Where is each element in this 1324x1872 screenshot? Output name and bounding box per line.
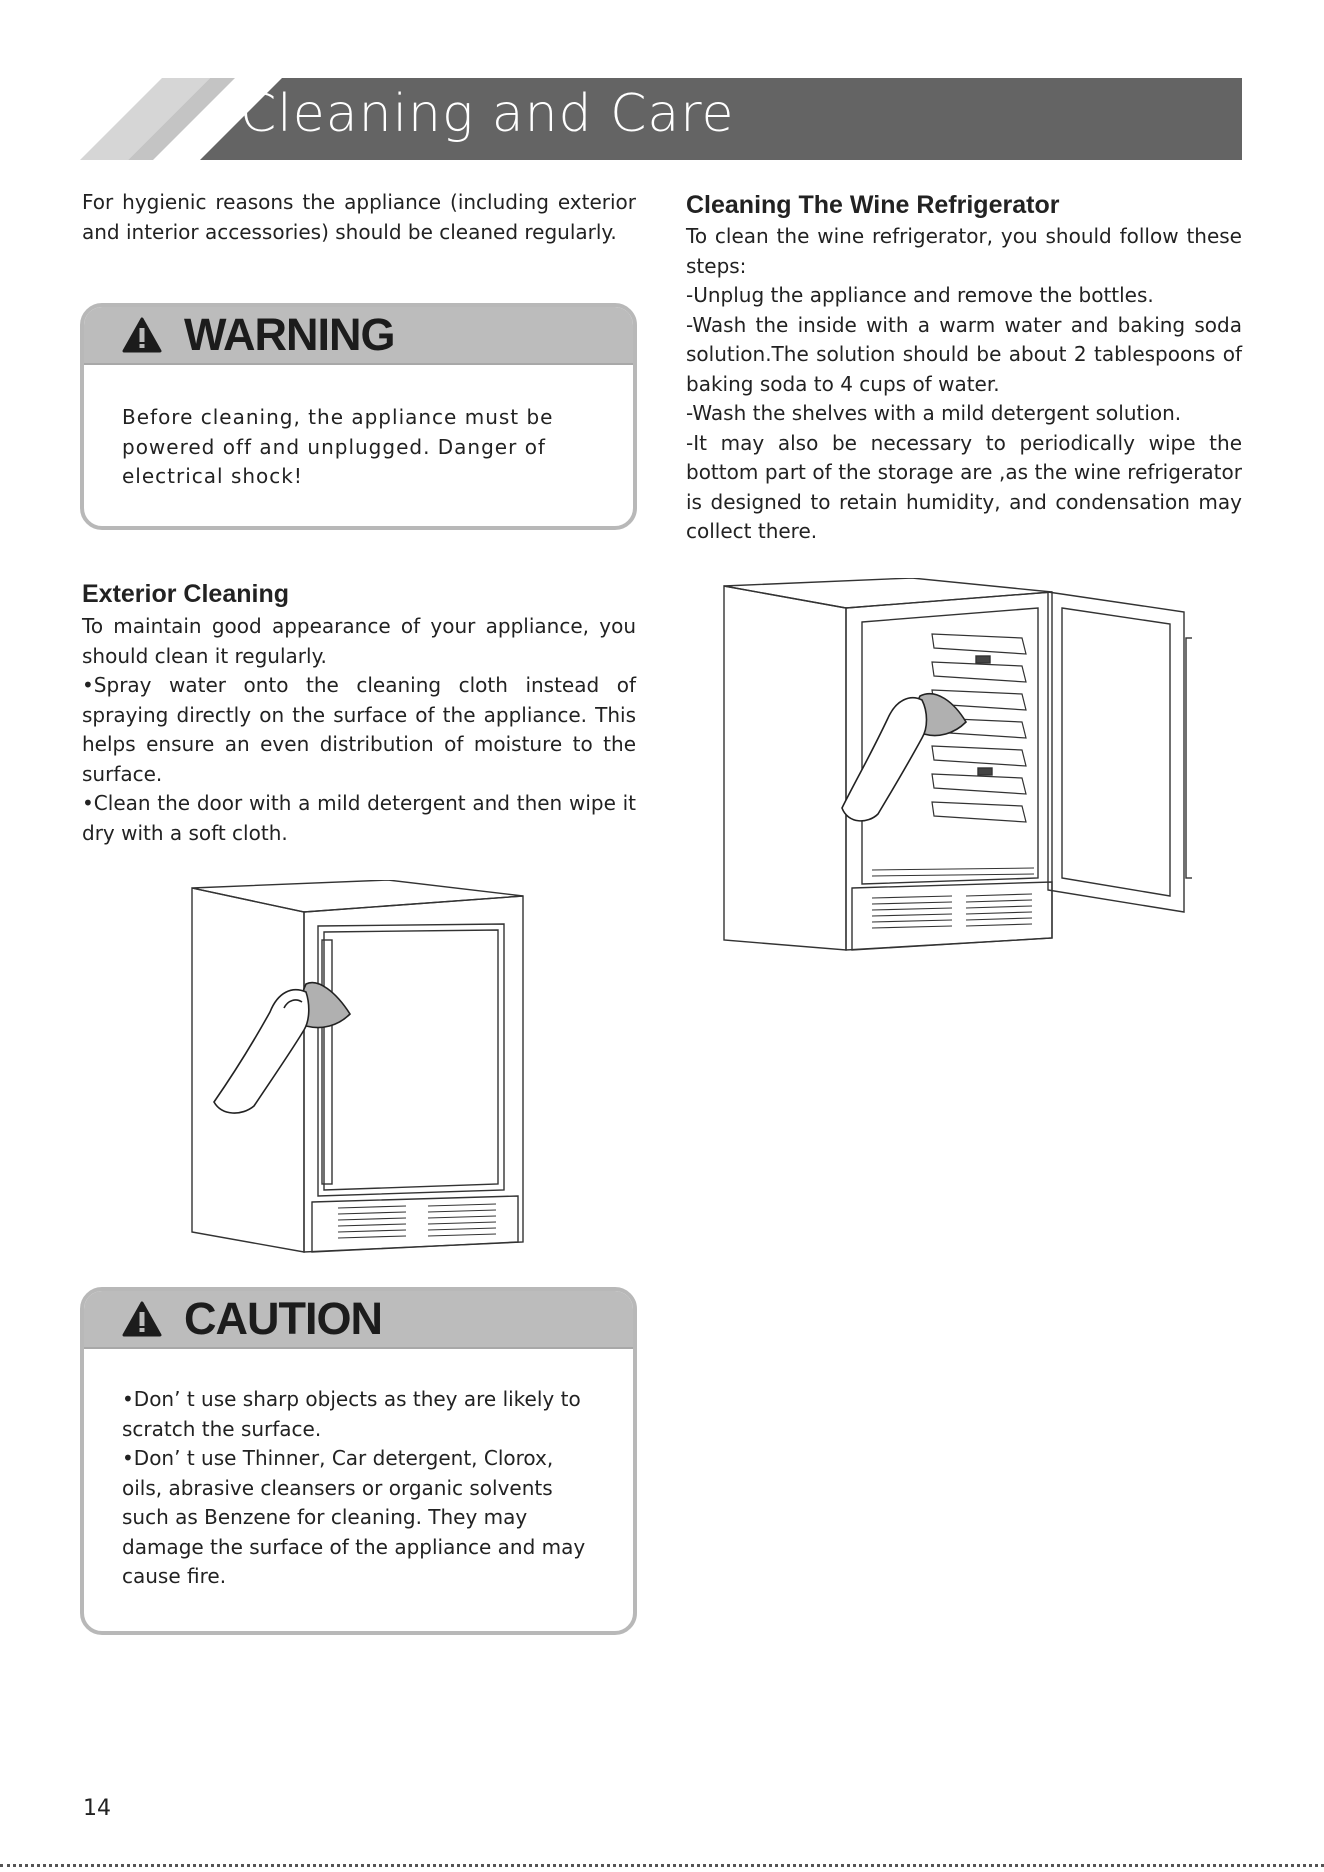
intro-text: For hygienic reasons the appliance (including exterior and interior accessories) should be cleaned regularly. (82, 190, 636, 244)
caution-box (80, 1287, 637, 1635)
caution-line: •Don’ t use sharp objects as they are likely to scratch the surface. (122, 1387, 581, 1441)
wine-paragraph (686, 222, 1242, 547)
caution-header (84, 1291, 633, 1349)
exterior-heading: Exterior Cleaning (82, 580, 289, 608)
exterior-line: •Clean the door with a mild detergent and then wipe it dry with a soft cloth. (82, 791, 636, 845)
wine-line: -Unplug the appliance and remove the bottles. (686, 283, 1154, 307)
warning-body (122, 403, 597, 492)
page-title: Cleaning and Care (240, 84, 735, 144)
bottom-divider (0, 1864, 1324, 1867)
wine-line: To clean the wine refrigerator, you should follow these steps: (686, 224, 1242, 278)
warning-box (80, 303, 637, 530)
intro-paragraph (82, 188, 636, 247)
warning-text: Before cleaning, the appliance must be powered off and unplugged. Danger of electrical shock! (122, 405, 554, 488)
caution-icon (122, 1301, 162, 1337)
wine-line: -Wash the shelves with a mild detergent solution. (686, 401, 1182, 425)
open-refrigerator-illustration (722, 578, 1192, 958)
wine-heading: Cleaning The Wine Refrigerator (686, 191, 1060, 219)
exterior-paragraph (82, 612, 636, 848)
closed-refrigerator-illustration (188, 880, 528, 1260)
caution-line: •Don’ t use Thinner, Car detergent, Clorox, oils, abrasive cleansers or organic solvents such as Benzene for cleaning. They may damage the surface of the appliance and may cause fire. (122, 1446, 586, 1588)
warning-icon (122, 317, 162, 353)
caution-title: CAUTION (184, 1293, 382, 1344)
warning-title: WARNING (184, 309, 395, 360)
wine-line: -Wash the inside with a warm water and baking soda solution.The solution should be about 2 tablespoons of baking soda to 4 cups of water. (686, 312, 1242, 396)
section-header (80, 78, 1242, 160)
page-number: 14 (83, 1796, 111, 1821)
exterior-line: •Spray water onto the cleaning cloth instead of spraying directly on the surface of the appliance. This helps ensure an even distribution of moisture to the surface. (82, 673, 636, 786)
caution-body (122, 1385, 597, 1592)
exterior-line: To maintain good appearance of your appliance, you should clean it regularly. (82, 614, 636, 668)
wine-line: -It may also be necessary to periodically wipe the bottom part of the storage are ,as the wine refrigerator is designed to retain humidity, and condensation may collect there. (686, 430, 1242, 543)
warning-header (84, 307, 633, 365)
